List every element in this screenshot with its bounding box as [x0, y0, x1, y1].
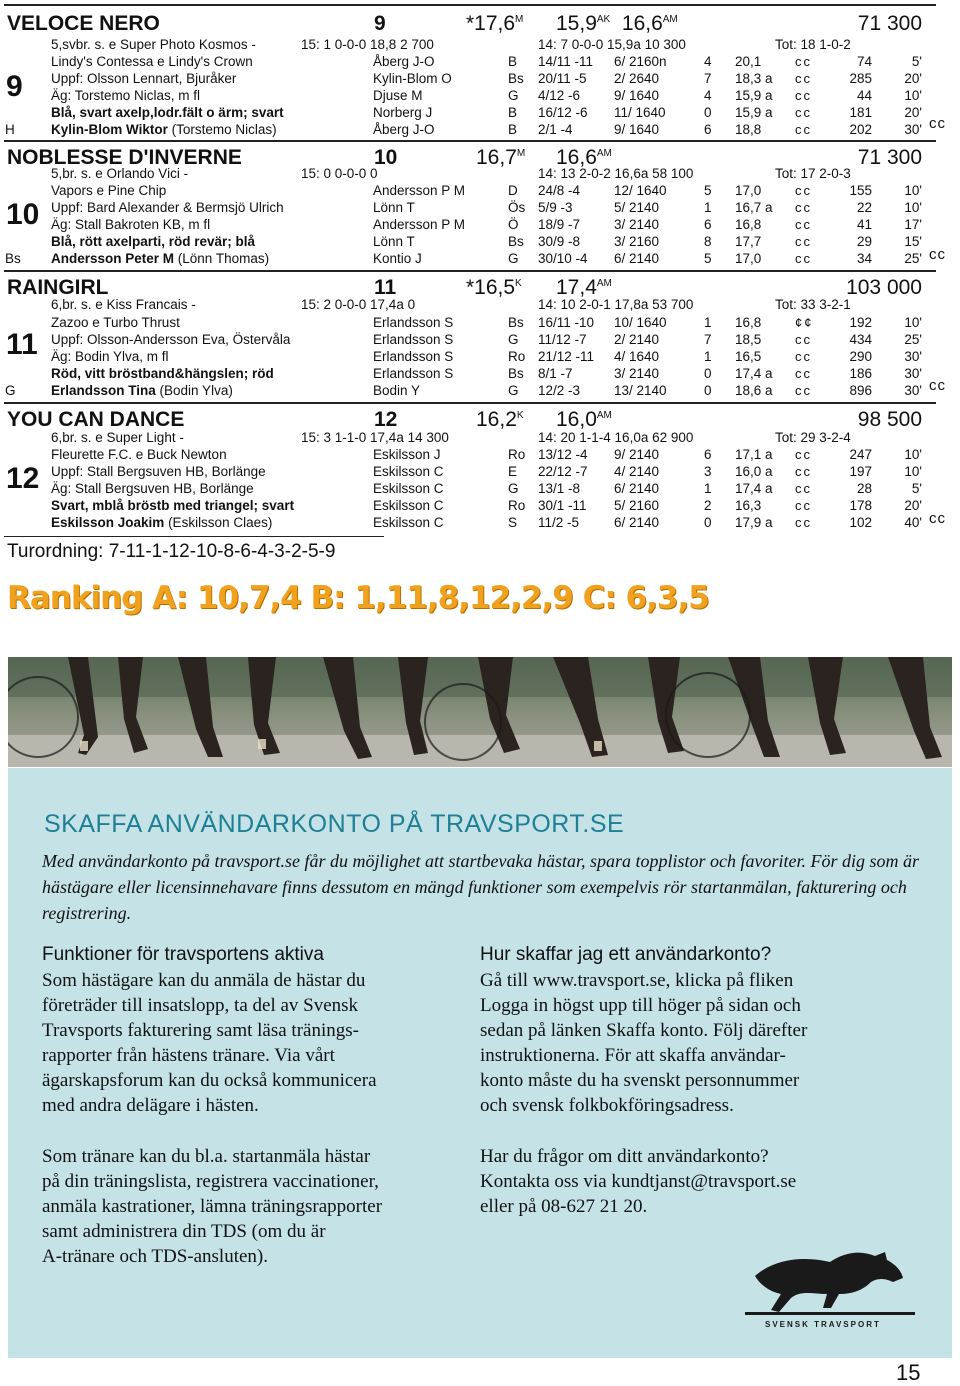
record-1: $16,7^M$ [476, 146, 526, 169]
race-row: Äg: Torstemo Niclas, m fl Djuse M G 4/12 -6 9/ 1640 4 15,9 a cc 44 10' [51, 88, 922, 103]
race-row: Fleurette F.C. e Buck Newton Eskilsson J Ro 13/12 -4 9/ 2140 6 17,1 a cc 247 10' [51, 447, 922, 462]
record-1: $*16,5^K$ [466, 276, 522, 299]
right-column-text: Gå till www.travsport.se, klicka på fliken Logga in högst upp till höger på sidan och sedan på länken Skaffa konto. Följ därefter instruktionerna. För att skaffa användar- konto måste du ha svenskt personnummer och svensk folkbokföringsadress. [480, 970, 808, 1116]
trainer-row: H Kylin-Blom Wiktor (Torstemo Niclas) Åberg J-O B 2/1 -4 9/ 1640 6 18,8 cc 202 30' [5, 122, 922, 137]
promo-lead: Med användarkonto på travsport.se får du möjlighet att startbevaka hästar, spara topplistor och favoriter. För dig som är hästägare eller licensinnehavare finns dessutom en mängd funktioner som exempelvis rör startanmälan, fakturering och registrering. [42, 851, 919, 923]
trainer-row: Eskilsson Joakim (Eskilsson Claes) Eskilsson C S 11/2 -5 6/ 2140 0 17,9 a cc 102 40' [51, 515, 922, 530]
start-order: Turordning: 7-11-1-12-10-8-6-4-3-2-5-9 [7, 541, 336, 562]
start-number: 9 [374, 12, 386, 35]
page-number: 15 [896, 1360, 921, 1385]
start-number: 10 [374, 146, 398, 169]
race-row: Uppf: Stall Bergsuven HB, Borlänge Eskilsson C E 22/12 -7 4/ 2140 3 16,0 a cc 197 10' [51, 464, 922, 479]
divider [4, 402, 936, 404]
horse-entry [0, 276, 960, 396]
left-column-text: Som hästägare kan du anmäla de hästar du företräder till insatslopp, ta del av Svensk Travsports fakturering samt läsa tränings- rapporter från hästens tränare. Via vårt ägarskapsforum kan du också kommunicera med andra delägare i hästen. [42, 970, 377, 1116]
earnings: 98 500 [857, 408, 922, 431]
left-column-heading: Funktioner för travsportens aktiva [42, 944, 324, 965]
big-number: 12 [6, 462, 40, 495]
race-row: Uppf: Bard Alexander & Bermsjö Ulrich Lönn T Ös 5/9 -3 5/ 2140 1 16,7 a cc 22 10' [51, 200, 922, 215]
earnings: 71 300 [857, 146, 922, 169]
big-number: 10 [6, 198, 40, 231]
record-2: $15,9^{AK}$ $16,6^{AM}$ [556, 12, 678, 35]
promo-box [8, 768, 952, 1358]
horse-entry [0, 146, 960, 266]
race-row: Uppf: Olsson Lennart, Bjuråker Kylin-Blom O Bs 20/11 -5 2/ 2640 7 18,3 a cc 285 20' [51, 71, 922, 86]
race-row: Svart, mblå bröstb med triangel; svart Eskilsson C Ro 30/1 -11 5/ 2160 2 16,3 cc 178 20' [51, 498, 922, 513]
horse-name: VELOCE NERO [7, 12, 160, 35]
race-row: Äg: Stall Bergsuven HB, Borlänge Eskilsson C G 13/1 -8 6/ 2140 1 17,4 a cc 28 5' [51, 481, 922, 496]
promo-title: SKAFFA ANVÄNDARKONTO PÅ TRAVSPORT.SE [44, 810, 625, 838]
horse-entry [0, 408, 960, 528]
horse-name: RAINGIRL [7, 276, 109, 299]
record-1: $16,2^K$ [476, 408, 524, 431]
race-row: Blå, rött axelparti, röd revär; blå Lönn T Bs 30/9 -8 3/ 2160 8 17,7 cc 29 15' [51, 234, 922, 249]
start-number: 12 [374, 408, 398, 431]
info-row: 6,br. s. e Super Light - 15: 3 1-1-0 17,4a 14 300 14: 20 1-1-4 16,0a 62 900 Tot: 29 3-2-4 [51, 430, 851, 445]
race-row: Äg: Bodin Ylva, m fl Erlandsson S Ro 21/12 -11 4/ 1640 1 16,5 cc 290 30' [51, 349, 922, 364]
record-1: $*17,6^M$ [466, 12, 524, 35]
race-row: Lindy's Contessa e Lindy's Crown Åberg J-O B 14/11 -11 6/ 2160n 4 20,1 cc 74 5' [51, 54, 922, 69]
race-row: Zazoo e Turbo Thrust Erlandsson S Bs 16/11 -10 10/ 1640 1 16,8 ¢¢ 192 10' [51, 315, 922, 330]
trainer-row: G Erlandsson Tina (Bodin Ylva) Bodin Y G 12/2 -3 13/ 2140 0 18,6 a cc 896 30' [5, 383, 922, 398]
trainer-row: Bs Andersson Peter M (Lönn Thomas) Kontio J G 30/10 -4 6/ 2140 5 17,0 cc 34 25' [5, 251, 922, 266]
side-cc-icon: cc [929, 246, 946, 263]
race-photo-graphic [8, 657, 952, 767]
right-column-heading: Hur skaffar jag ett användarkonto? [480, 944, 772, 965]
race-row: Uppf: Olsson-Andersson Eva, Östervåla Erlandsson S G 11/12 -7 2/ 2140 7 18,5 cc 434 25' [51, 332, 922, 347]
divider [4, 270, 936, 272]
race-row: Vapors e Pine Chip Andersson P M D 24/8 -4 12/ 1640 5 17,0 cc 155 10' [51, 183, 922, 198]
earnings: 103 000 [846, 276, 922, 299]
earnings: 71 300 [857, 12, 922, 35]
big-number: 11 [6, 328, 38, 361]
side-cc-icon: cc [929, 510, 946, 527]
info-row: 5,br. s. e Orlando Vici - 15: 0 0-0-0 0 14: 13 2-0-2 16,6a 58 100 Tot: 17 2-0-3 [51, 166, 851, 181]
race-photo [8, 657, 952, 767]
horse-name: NOBLESSE D'INVERNE [7, 146, 242, 169]
left-column-text-2: Som tränare kan du bl.a. startanmäla hästar på din träningslista, registrera vaccinationer, anmäla kastrationer, lämna träningsrapporter samt administrera din TDS (om du är A-tränare och TDS-ansluten). [42, 1146, 383, 1267]
ranking: Ranking A: 10,7,4 B: 1,11,8,12,2,9 C: 6,3,5 [7, 580, 709, 616]
side-cc-icon: cc [929, 377, 946, 394]
logo-text: SVENSK TRAVSPORT [765, 1320, 881, 1329]
record-2: $16,6^{AM}$ [556, 146, 612, 169]
svensk-travsport-logo [735, 1238, 925, 1338]
big-number: 9 [6, 70, 23, 103]
record-2: $16,0^{AM}$ [556, 408, 612, 431]
start-number: 11 [374, 276, 397, 299]
record-2: $17,4^{AM}$ [556, 276, 612, 299]
horse-header [0, 12, 930, 38]
race-row: Blå, svart axelp,lodr.fält o ärm; svart Norberg J B 16/12 -6 11/ 1640 0 15,9 a cc 181 20' [51, 105, 922, 120]
info-row: 6,br. s. e Kiss Francais - 15: 2 0-0-0 17,4a 0 14: 10 2-0-1 17,8a 53 700 Tot: 33 3-2-1 [51, 297, 851, 312]
horse-entry [0, 12, 960, 137]
horse-name: YOU CAN DANCE [7, 408, 185, 431]
divider [4, 536, 384, 537]
race-row: Röd, vitt bröstband&hängslen; röd Erlandsson S Bs 8/1 -7 3/ 2140 0 17,4 a cc 186 30' [51, 366, 922, 381]
top-rule [4, 4, 936, 6]
divider [4, 140, 936, 142]
right-column-text-2: Har du frågor om ditt användarkonto? Kontakta oss via kundtjanst@travsport.se eller på 08-627 21 20. [480, 1146, 797, 1217]
info-row: 5,svbr. s. e Super Photo Kosmos - 15: 1 0-0-0 18,8 2 700 14: 7 0-0-0 15,9a 10 300 Tot: 18 1-0-2 [51, 37, 851, 52]
race-row: Äg: Stall Bakroten KB, m fl Andersson P M Ö 18/9 -7 3/ 2140 6 16,8 cc 41 17' [51, 217, 922, 232]
side-cc-icon: cc [929, 115, 946, 132]
